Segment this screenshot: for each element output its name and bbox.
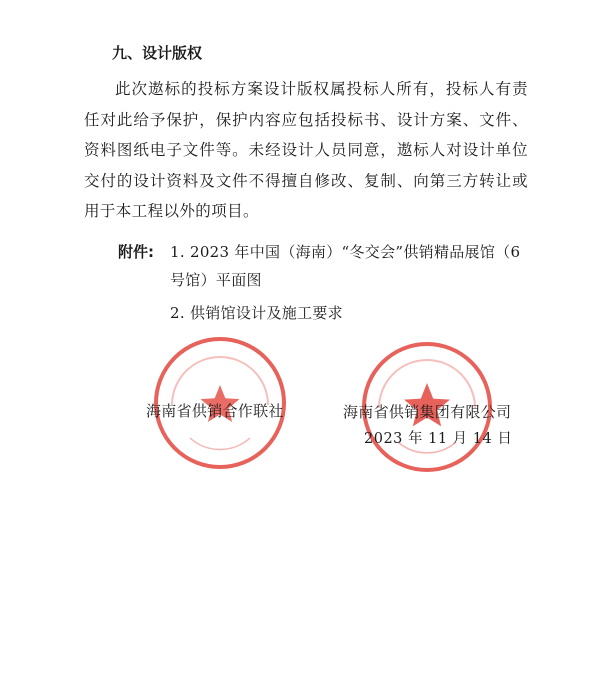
signatory-right-org: 海南省供销集团有限公司 [343, 403, 512, 421]
section-body: 此次遨标的投标方案设计版权属投标人所有，投标人有责任对此给予保护，保护内容应包括投标书、设计方案、文件、资料图纸电子文件等。未经设计人员同意，遨标人对设计单位交付的设计资料及文件不得擅自修改、复制、向第三方转让或用于本工程以外的项目。 [84, 80, 528, 220]
attachments-list [170, 238, 526, 332]
section-heading: 九、设计版权 [112, 44, 203, 62]
signatory-left-org: 海南省供销合作联社 [146, 402, 284, 420]
attachment-item-2: 2. 供销馆设计及施工要求 [170, 304, 343, 322]
attachment-item-1: 1. 2023 年中国（海南）“冬交会”供销精品展馆（6号馆）平面图 [170, 243, 521, 289]
signature-date: 2023 年 11 月 14 日 [364, 431, 513, 447]
attachments-label: 附件: [118, 243, 154, 261]
